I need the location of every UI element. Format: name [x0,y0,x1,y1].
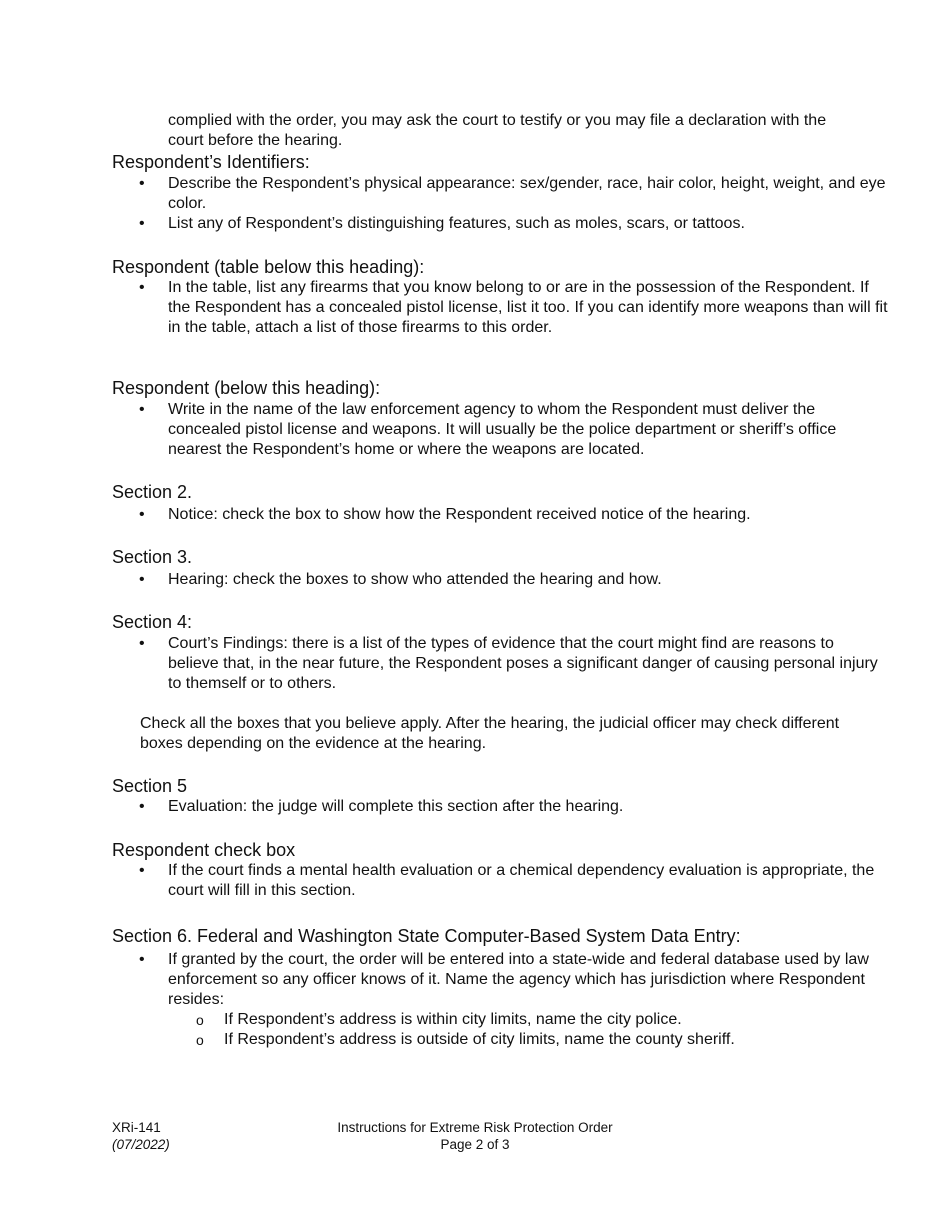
section-6-heading: Section 6. Federal and Washington State Computer-Based System Data Entry: [112,926,741,946]
sub-list-item: o If Respondent’s address is outside of city limits, name the county sheriff. [224,1030,888,1050]
list-item: • In the table, list any firearms that you know belong to or are in the possession of the Respondent. If the Respondent has a concealed pistol license, list it too. If you can identify more weapons than will fit in the table, attach a list of those firearms to this order. [168,278,888,338]
list-item: • Describe the Respondent’s physical appearance: sex/gender, race, hair color, height, weight, and eye color. [168,174,888,214]
list-item [168,950,888,1050]
list-item: • Court’s Findings: there is a list of the types of evidence that the court might find are reasons to believe that, in the near future, the Respondent poses a significant danger of causing personal injury to themself or to others. [168,634,888,694]
section-2-heading: Section 2. [112,482,193,502]
list-item: • If the court finds a mental health evaluation or a chemical dependency evaluation is appropriate, the court will fill in this section. [168,861,888,901]
section-6-bullet-text: If granted by the court, the order will be entered into a state-wide and federal database used by law enforcement so any officer knows of it. Name the agency which has jurisdiction where Respondent resides: [168,951,869,1008]
form-title: Instructions for Extreme Risk Protection Order [337,1120,613,1135]
section-4-list [112,634,888,694]
identifiers-list [112,174,888,234]
section-5-list [112,797,888,817]
section-6-list [112,950,888,1050]
footer-title-block [300,1119,650,1153]
section-4-heading: Section 4: [112,612,193,632]
section-2-list [112,505,888,525]
sub-list-item: o If Respondent’s address is within city limits, name the city police. [224,1010,888,1030]
below-section-list [112,400,888,460]
table-section-heading: Respondent (table below this heading): [112,257,425,277]
list-item: • List any of Respondent’s distinguishing features, such as moles, scars, or tattoos. [168,214,888,234]
form-date: (07/2022) [112,1137,170,1152]
list-item: • Hearing: check the boxes to show who attended the hearing and how. [168,570,888,590]
checkbox-section-heading: Respondent check box [112,840,296,860]
list-item: • Notice: check the box to show how the Respondent received notice of the hearing. [168,505,888,525]
section-3-heading: Section 3. [112,547,193,567]
page-number: Page 2 of 3 [440,1137,510,1152]
continuation-text: complied with the order, you may ask the court to testify or you may file a declaration with the court before the hearing. [168,112,827,149]
list-item: • Write in the name of the law enforcement agency to whom the Respondent must deliver the concealed pistol license and weapons. It will usually be the police department or sheriff’s office nearest the Respondent’s home or where the weapons are located. [168,400,888,460]
table-section-list [112,278,888,338]
checkbox-section-list [112,861,888,901]
footer-form-info [112,1119,170,1153]
list-item: • Evaluation: the judge will complete this section after the hearing. [168,797,888,817]
below-section-heading: Respondent (below this heading): [112,378,381,398]
section-5-heading: Section 5 [112,776,188,796]
section-6-sublist [168,1010,888,1050]
identifiers-heading: Respondent’s Identifiers: [112,152,310,172]
section-3-list [112,570,888,590]
section-4-paragraph: Check all the boxes that you believe apply. After the hearing, the judicial officer may check different boxes depending on the evidence at the hearing. [140,715,840,752]
form-id: XRi-141 [112,1120,161,1135]
